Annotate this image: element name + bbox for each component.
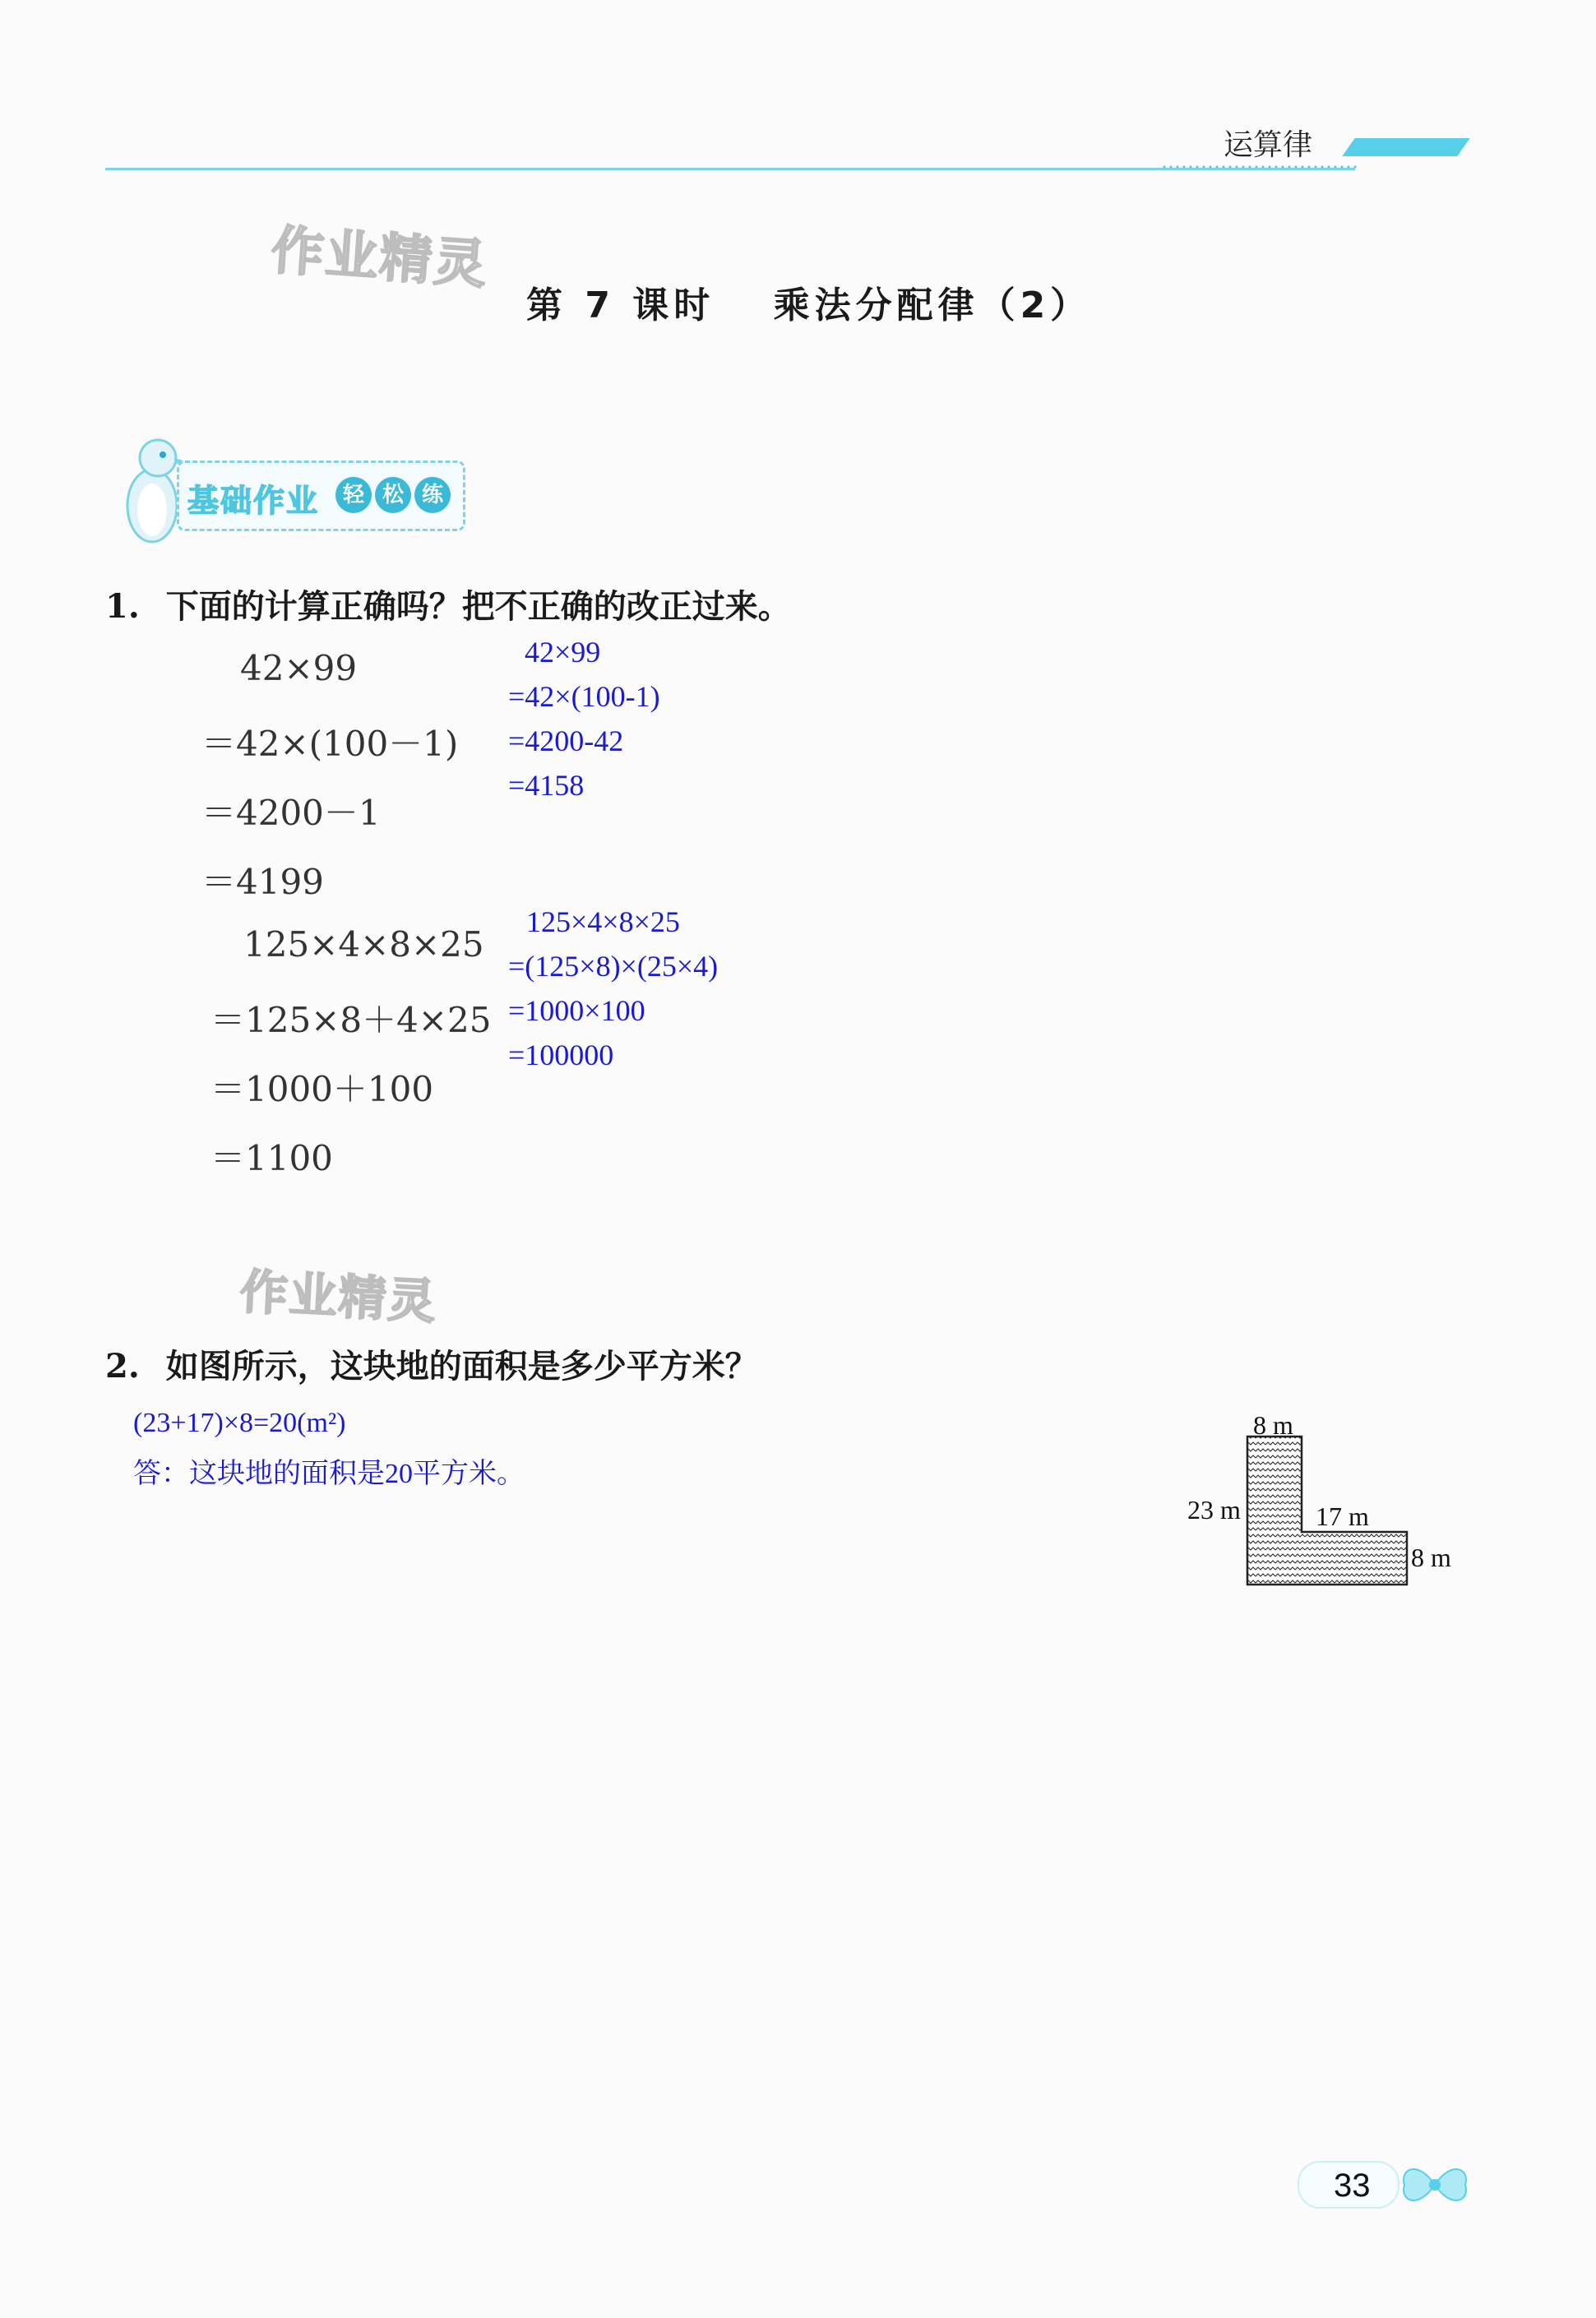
question-text: 下面的计算正确吗？把不正确的改正过来。 [165,588,791,626]
lesson-title: 第 7 课时 乘法分配律（2） [526,285,1092,326]
answer-line: =1000×100 [508,994,645,1027]
problem-line: ＝125×8＋4×25 [210,1000,492,1040]
label-right-height: 8 m [1411,1543,1451,1572]
problem-line: ＝4199 [201,862,324,902]
section-label: 基础作业 [187,483,320,519]
answer-line: 42×99 [525,636,601,669]
header-dots [1161,164,1358,169]
label-left-height: 23 m [1187,1495,1241,1525]
question-number: 2. [105,1347,140,1386]
answer-line: =(125×8)×(25×4) [508,950,719,983]
answer-line: =42×(100-1) [508,680,660,713]
watermark-logo: 作业精灵 [238,1263,439,1330]
watermark-logo: 作业精灵 [269,220,490,297]
answer-calculation: (23+17)×8=20(m²) [133,1408,346,1438]
answer-line: =100000 [508,1039,614,1071]
problem-line: 125×4×8×25 [243,924,484,965]
answer-line: =4200-42 [508,724,624,757]
chapter-title: 运算律 [1224,128,1313,162]
header-accent-bar [1342,138,1469,156]
problem-line: ＝1000＋100 [210,1069,434,1109]
label-bottom-length: 17 m [1316,1501,1369,1531]
problem-line: ＝42×(100－1) [201,724,459,764]
badge-char: 轻 [335,477,372,513]
badge-char: 练 [414,477,451,513]
answer-statement: 答：这块地的面积是20平方米。 [133,1459,525,1489]
problem-line: 42×99 [240,648,358,688]
problem-line: ＝1100 [210,1138,333,1178]
label-top-width: 8 m [1253,1410,1293,1440]
problem-line: ＝4200－1 [201,793,381,833]
question-1 [105,581,791,627]
question-number: 1. [105,587,140,626]
page-number: 33 [1334,2168,1371,2204]
question-text: 如图所示，这块地的面积是多少平方米？ [165,1348,758,1386]
answer-line: 125×4×8×25 [526,905,680,938]
bow-icon [1398,2156,1472,2214]
question-2 [105,1340,758,1387]
answer-line: =4158 [508,769,585,802]
badge-char: 松 [375,477,411,513]
